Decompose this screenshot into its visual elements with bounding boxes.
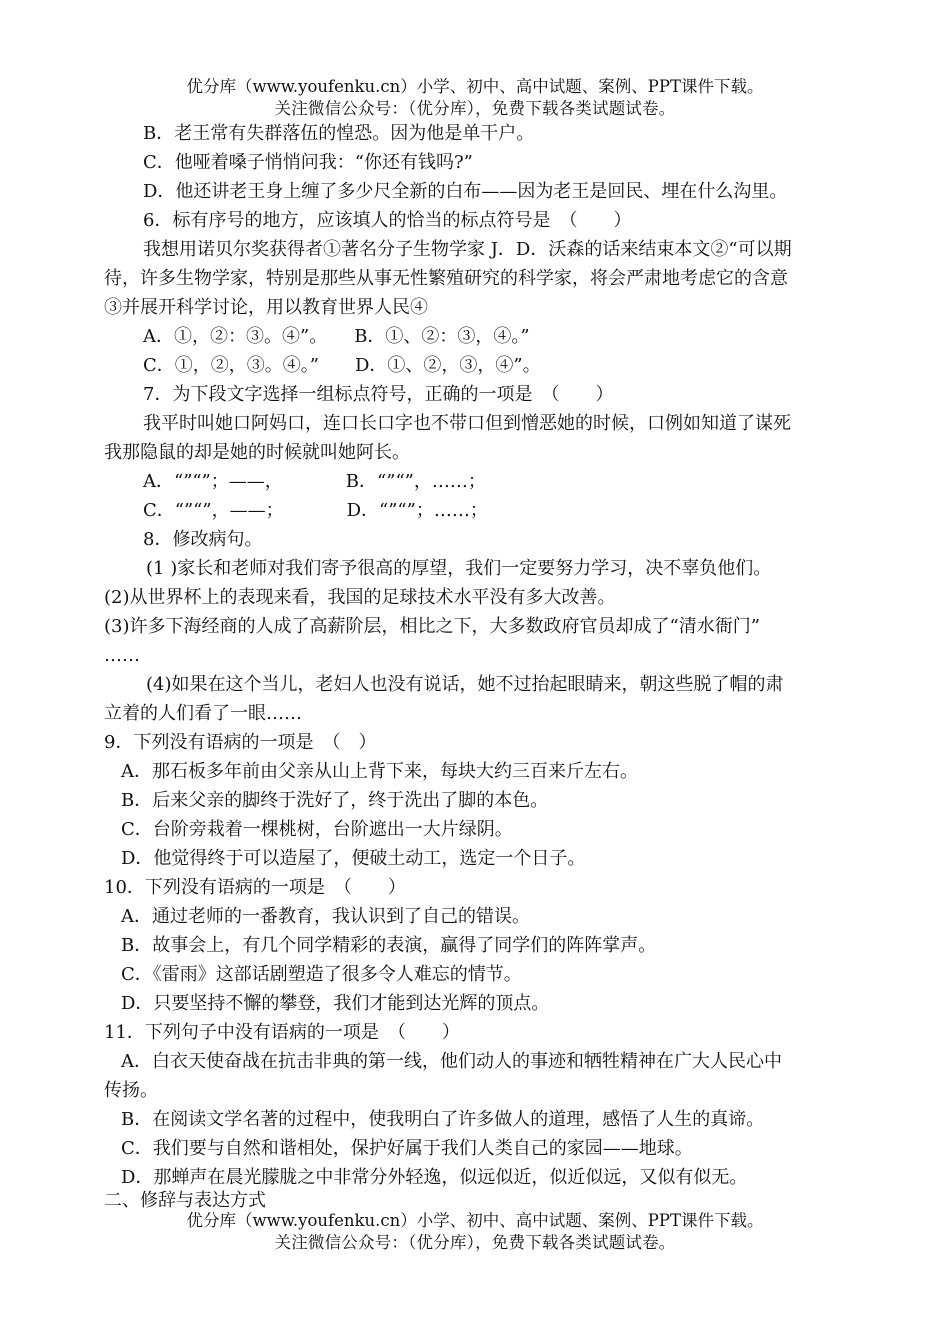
- option-5b: B．老王常有失群落伍的惶恐。因为他是单干户。: [143, 123, 535, 144]
- option-11d: D．那蝉声在晨光朦胧之中非常分外轻逸，似远似近，似近似远，又似有似无。: [121, 1167, 748, 1188]
- option-5c: C．他哑着嗓子悄悄问我：“你还有钱吗?”: [143, 152, 473, 173]
- question-10: 10．下列没有语病的一项是 （ ）: [104, 877, 406, 898]
- passage-7-line-2: 我那隐鼠的却是她的时候就叫她阿长。: [104, 442, 410, 463]
- sentence-8-4-cont: 立着的人们看了一眼……: [104, 703, 302, 724]
- sentence-8-3: (3)许多下海经商的人成了高薪阶层，相比之下，大多数政府官员却成了“清水衙门”: [104, 616, 760, 637]
- question-6: 6．标有序号的地方，应该填人的恰当的标点符号是 （ ）: [143, 210, 632, 231]
- option-11a: A．白衣天使奋战在抗击非典的第一线，他们动人的事迹和牺牲精神在广大人民心中: [121, 1051, 782, 1072]
- option-9c: C．台阶旁栽着一棵桃树，台阶遮出一大片绿阴。: [121, 819, 513, 840]
- passage-6-line-2: 待，许多生物学家，特别是那些从事无性繁殖研究的科学家，将会严肃地考虑它的含意: [104, 268, 788, 289]
- header-banner-line-2: 关注微信公众号：（优分库），免费下载各类试题试卷。: [274, 99, 676, 118]
- option-9d: D．他觉得终于可以造屋了，便破土动工，选定一个日子。: [121, 848, 586, 869]
- option-10b: B．故事会上，有几个同学精彩的表演，赢得了同学们的阵阵掌声。: [121, 935, 657, 956]
- option-5d: D．他还讲老王身上缠了多少尺全新的白布——因为老王是回民、埋在什么沟里。: [143, 181, 788, 202]
- header-banner: [0, 76, 950, 120]
- options-7-ab: A．“”“”；——， B．“”“”，……；: [143, 471, 486, 492]
- option-9a: A．那石板多年前由父亲从山上背下来，每块大约三百来斤左右。: [121, 761, 638, 782]
- footer-banner-line-1: 优分库（www.youfenku.cn）小学、初中、高中试题、案例、PPT课件下载。: [186, 1211, 764, 1230]
- sentence-8-2: (2)从世界杯上的表现来看，我国的足球技术水平没有多大改善。: [104, 587, 616, 608]
- sentence-8-3-cont: ……: [104, 645, 140, 666]
- sentence-8-4: (4)如果在这个当儿，老妇人也没有说话，她不过抬起眼睛来，朝这些脱了帽的肃: [146, 674, 784, 695]
- question-7: 7．为下段文字选择一组标点符号，正确的一项是 （ ）: [143, 384, 614, 405]
- passage-7-line-1: 我平时叫她口阿妈口，连口长口字也不带口但到憎恶她的时候，口例如知道了谋死: [143, 413, 791, 434]
- option-10c: C．《雷雨》这部话剧塑造了很多令人难忘的情节。: [121, 964, 522, 985]
- footer-banner-line-2: 关注微信公众号：（优分库），免费下载各类试题试卷。: [274, 1233, 676, 1252]
- option-11a-cont: 传扬。: [104, 1080, 158, 1101]
- option-9b: B．后来父亲的脚终于洗好了，终于洗出了脚的本色。: [121, 790, 549, 811]
- options-7-cd: C．“”“”，——； D．“”“”；……；: [143, 500, 488, 521]
- options-6-ab: A．①，②：③。④”。 B．①、②：③，④。”: [143, 326, 530, 347]
- sentence-8-1: (1 )家长和老师对我们寄予很高的厚望，我们一定要努力学习，决不辜负他们。: [146, 558, 772, 579]
- passage-6-line-1: 我想用诺贝尔奖获得者①著名分子生物学家 J．D．沃森的话来结束本文②“可以期: [143, 239, 792, 260]
- question-11: 11．下列句子中没有语病的一项是 （ ）: [104, 1022, 460, 1043]
- question-8: 8．修改病句。: [143, 529, 263, 550]
- option-10d: D．只要坚持不懈的攀登，我们才能到达光辉的顶点。: [121, 993, 550, 1014]
- footer-banner: [0, 1210, 950, 1254]
- header-banner-line-1: 优分库（www.youfenku.cn）小学、初中、高中试题、案例、PPT课件下载。: [186, 77, 764, 96]
- question-9: 9．下列没有语病的一项是 （ ）: [104, 732, 377, 753]
- passage-6-line-3: ③并展开科学讨论，用以教育世界人民④: [104, 297, 428, 318]
- section-heading-2: 二、修辞与表达方式: [104, 1190, 266, 1211]
- option-10a: A．通过老师的一番教育，我认识到了自己的错误。: [121, 906, 530, 927]
- options-6-cd: C．①，②，③。④。” D．①、②，③，④”。: [143, 355, 541, 376]
- option-11c: C．我们要与自然和谐相处，保护好属于我们人类自己的家园——地球。: [121, 1138, 693, 1159]
- option-11b: B．在阅读文学名著的过程中，使我明白了许多做人的道理，感悟了人生的真谛。: [121, 1109, 765, 1130]
